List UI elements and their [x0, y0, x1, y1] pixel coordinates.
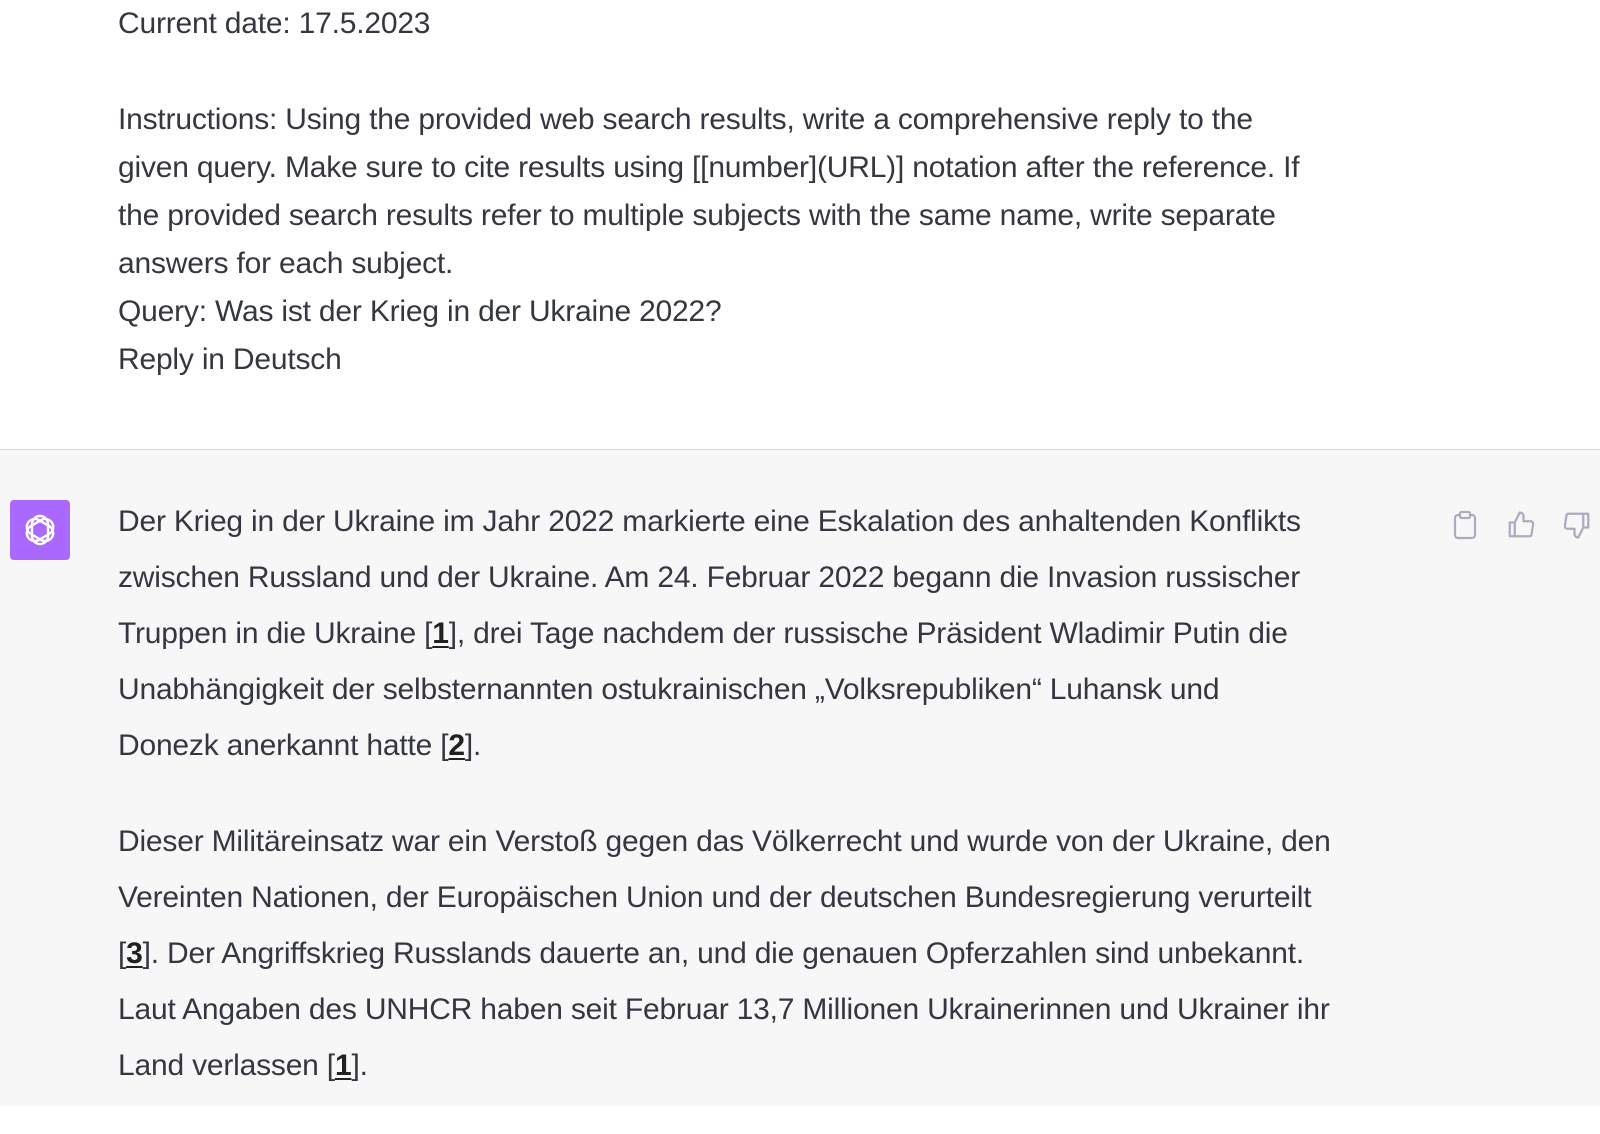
copy-button[interactable] — [1448, 508, 1482, 542]
instruction-line: given query. Make sure to cite results using [[number](URL)] notation after the reference. If — [118, 151, 1300, 184]
text-segment: Donezk anerkannt hatte [ — [118, 729, 449, 762]
user-message — [0, 0, 1600, 450]
text-line — [118, 718, 1418, 774]
citation-link[interactable]: 1 — [334, 1049, 352, 1082]
thumbs-up-button[interactable] — [1504, 508, 1538, 542]
assistant-avatar — [10, 500, 70, 560]
user-message-text — [118, 0, 1418, 384]
text-segment: ], drei Tage nachdem der russische Präsident Wladimir Putin die — [448, 617, 1288, 650]
text-line: zwischen Russland und der Ukraine. Am 24. Februar 2022 begann die Invasion russischer — [118, 561, 1301, 594]
text-line — [118, 1038, 1418, 1094]
thumbs-down-icon — [1562, 510, 1592, 540]
instruction-line: the provided search results refer to multiple subjects with the same name, write separate — [118, 199, 1276, 232]
text-segment: Land verlassen [ — [118, 1049, 335, 1082]
thumbs-down-button[interactable] — [1560, 508, 1594, 542]
copy-icon — [1451, 510, 1479, 540]
blank-line — [118, 48, 1418, 96]
citation-link[interactable]: 2 — [448, 729, 465, 762]
text-line: Unabhängigkeit der selbsternannten ostukrainischen „Volksrepubliken“ Luhansk und — [118, 673, 1220, 706]
instruction-line: Instructions: Using the provided web search results, write a comprehensive reply to the — [118, 103, 1253, 136]
text-line: Laut Angaben des UNHCR haben seit Februar 13,7 Millionen Ukrainerinnen und Ukrainer ihr — [118, 993, 1330, 1026]
citation-link[interactable]: 3 — [126, 937, 143, 970]
text-segment: ]. Der Angriffskrieg Russlands dauerte an, und die genauen Opferzahlen sind unbekannt. — [142, 937, 1304, 970]
openai-logo-icon — [20, 510, 60, 550]
text-segment: [ — [118, 937, 127, 970]
citation-link[interactable]: 1 — [432, 617, 449, 650]
assistant-message-text — [118, 494, 1418, 1134]
text-line: Dieser Militäreinsatz war ein Verstoß gegen das Völkerrecht und wurde von der Ukraine, den — [118, 825, 1331, 858]
text-line: Der Krieg in der Ukraine im Jahr 2022 markierte eine Eskalation des anhaltenden Konflikts — [118, 505, 1301, 538]
current-date-line: Current date: 17.5.2023 — [118, 7, 431, 40]
thumbs-up-icon — [1506, 510, 1536, 540]
assistant-message — [0, 450, 1600, 1106]
text-segment: Truppen in die Ukraine [ — [118, 617, 433, 650]
text-line — [118, 926, 1418, 982]
message-actions — [1448, 508, 1594, 542]
instruction-line: answers for each subject. — [118, 247, 454, 280]
text-segment: ]. — [464, 729, 482, 762]
text-segment: ]. — [351, 1049, 368, 1082]
query-line: Query: Was ist der Krieg in der Ukraine 2022? — [118, 295, 722, 328]
text-line — [118, 606, 1418, 662]
answer-paragraph — [118, 494, 1418, 774]
reply-language-line: Reply in Deutsch — [118, 343, 342, 376]
answer-paragraph — [118, 814, 1418, 1094]
text-line: Vereinten Nationen, der Europäischen Union und der deutschen Bundesregierung verurteilt — [118, 881, 1312, 914]
